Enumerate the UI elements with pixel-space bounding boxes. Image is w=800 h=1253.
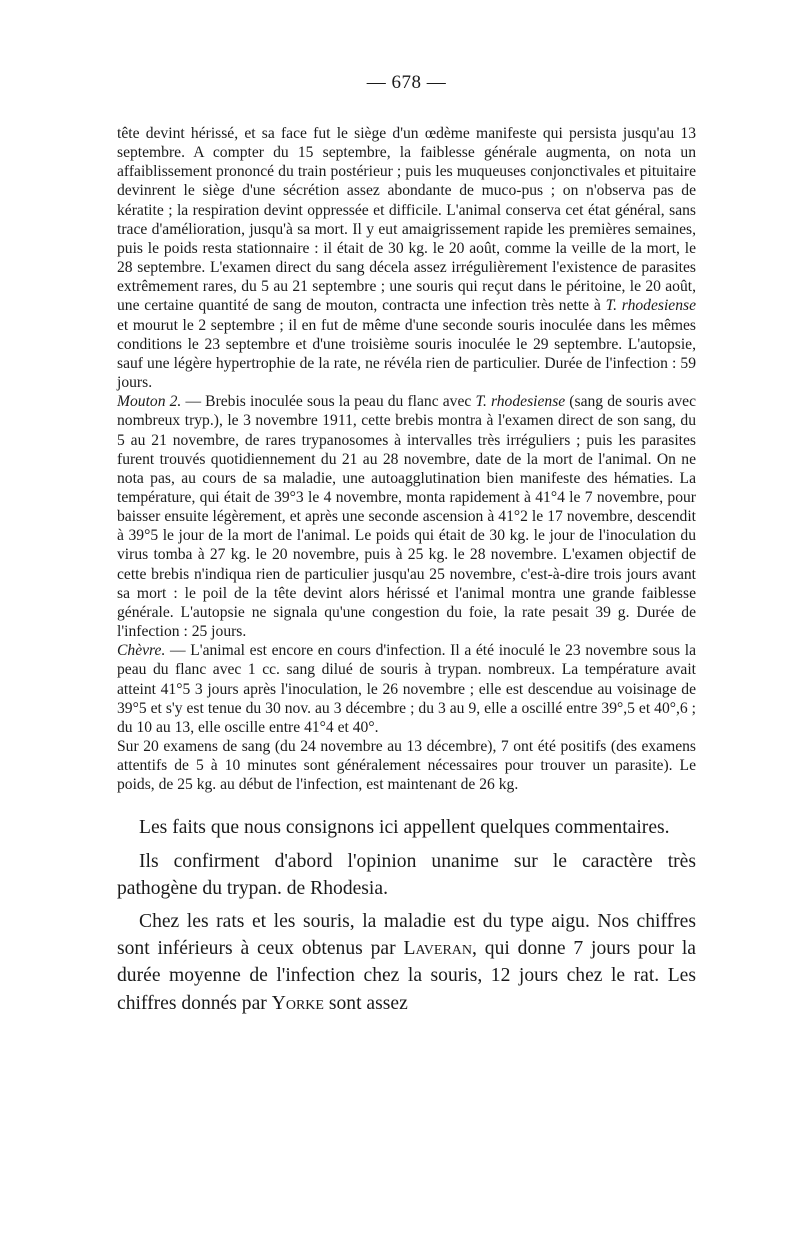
paragraph-confirment: Ils confirment d'abord l'opinion unanime sur le caractère très pathogène du trypan. de Rhodesia. (117, 850, 696, 899)
text-run: tête devint hérissé, et sa face fut le siège d'un œdème manifeste qui persista jusqu'au 13 septembre. A compter du 15 septembre, la faiblesse générale augmenta, on nota un affaiblissement prononcé du train postérieur ; puis les muqueuses conjonctivales et pituitaire devinrent le siège d'une sécrétion assez abondante de muco-pus ; on n'observa pas de kératite ; la respiration devint oppressée et difficile. L'animal conserva cet état général, sans trace d'amélioration, jusqu'à sa mort. Il y eut amaigrissement rapide les premières semaines, puis le poids resta stationnaire : il était de 30 kg. le 20 août, comme la veille de la mort, le 28 septembre. L'examen direct du sang décela assez irrégulièrement l'existence de parasites extrêmement rares, du 5 au 21 septembre ; une souris qui reçut dans le péritoine, le 20 août, une certaine quantité de sang de mouton, contracta une infection très nette à (117, 125, 696, 315)
author-name-yorke: Yorke (271, 992, 324, 1014)
large-text-block (117, 814, 696, 1016)
section-heading-chevre: Chèvre. (117, 642, 166, 660)
small-text-block (117, 124, 696, 794)
author-name-laveran: Laveran (403, 938, 473, 960)
paragraph-rats-souris (117, 908, 696, 1017)
text-run: Chez les rats et les souris, la maladie est du type aigu. Nos chiffres sont inférieurs à ceux obtenus par (117, 911, 696, 960)
paragraph-chevre (117, 641, 696, 737)
paragraph-mouton-1-continued (117, 124, 696, 392)
page-number: — 678 — (366, 72, 447, 93)
text-run: (sang de souris avec nombreux tryp.), le 3 novembre 1911, cette brebis montra à l'examen direct de son sang, du 5 au 21 novembre, de rares trypanosomes à intervalles très irréguliers ; puis les parasites furent trouvés quotidiennement du 21 au 28 novembre, date de la mort de l'animal. On ne nota pas, au cours de sa maladie, une autoagglutination bien manifeste des hématies. La température, qui était de 39°3 le 4 novembre, monta rapidement à 41°4 le 7 novembre, pour baisser ensuite légèrement, et après une seconde ascension à 41°2 le 17 novembre, descendit à 39°5 le jour de la mort de l'animal. Le poids qui était de 30 kg. le jour de l'inoculation du virus tomba à 27 kg. le 20 novembre, puis à 25 kg. le 28 novembre. L'examen objectif de cette brebis n'indiqua rien de particulier jusqu'au 25 novembre, c'est-à-dire trois jours avant sa mort : le poil de la tête devint alors hérissé et l'animal montra une grande faiblesse générale. L'autopsie ne signala qu'une congestion du foie, la rate pesait 39 g. Durée de l'infection : 25 jours. (117, 393, 696, 641)
page (117, 72, 696, 1017)
text-run: sont assez (323, 992, 408, 1014)
section-heading-mouton-2: Mouton 2. (117, 393, 182, 411)
text-run: et mourut le 2 septembre ; il en fut de même d'une seconde souris inoculée dans les mêmes conditions le 23 septembre et d'une troisième souris inoculée le 29 septembre. L'autopsie, sauf une légère hypertrophie de la rate, ne révéla rien de particulier. Durée de l'infection : 59 jours. (117, 316, 696, 392)
text-run: — L'animal est encore en cours d'infection. Il a été inoculé le 23 novembre sous la peau du flanc avec 1 cc. sang dilué de souris à trypan. nombreux. La température avait atteint 41°5 3 jours après l'inoculation, le 26 novembre ; elle est descendue au voisinage de 39°5 et s'y est tenue du 30 nov. au 3 décembre ; du 3 au 9, elle a oscillé entre 39°,5 et 40°,6 ; du 10 au 13, elle oscille entre 41°4 et 40°. (117, 642, 696, 736)
species-name: T. rhodesiense (475, 393, 566, 411)
paragraph-commentaires: Les faits que nous consignons ici appellent quelques commentaires. (139, 817, 670, 839)
text-run: , qui donne 7 jours pour la durée moyenne de l'infection chez la souris, 12 jours chez le rat. Les chiffres donnés par (117, 938, 696, 1014)
paragraph-examens: Sur 20 examens de sang (du 24 novembre au 13 décembre), 7 ont été positifs (des examens attentifs de 5 à 10 minutes sont généralement nécessaires pour trouver un parasite). Le poids, de 25 kg. au début de l'infection, est maintenant de 26 kg. (117, 738, 696, 794)
paragraph-mouton-2 (117, 392, 696, 641)
text-run: — Brebis inoculée sous la peau du flanc avec (181, 393, 476, 411)
species-name: T. rhodesiense (605, 297, 696, 315)
